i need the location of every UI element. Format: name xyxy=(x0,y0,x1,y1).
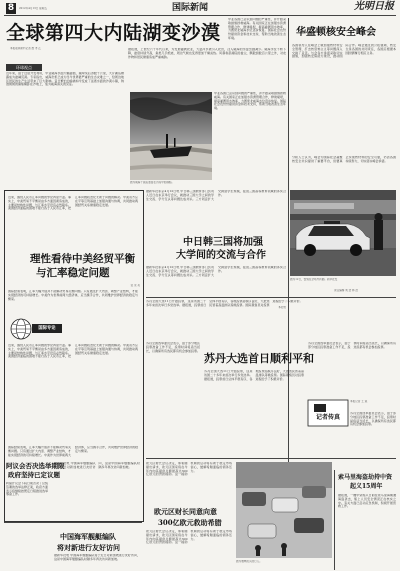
story2-headline: 华盛顿核安全峰会 xyxy=(296,27,376,38)
story8-body-top: 据新华社电 中国海军舰艇编队将于近日对新加坡进行友好访问，这是中国海军舰艇编队时隔多年再次访问新加坡。 xyxy=(54,462,140,469)
story4-column-label: 国际专论 xyxy=(32,324,62,333)
story2-photo-caption: 图为12日，警察在会场外执勤。新华社发 xyxy=(290,278,338,281)
story3-sign: 本社电 xyxy=(278,306,286,309)
story4-headline-l1: 理性看待中美经贸平衡 xyxy=(30,253,135,265)
date-line: 2012年4月13日 星期五 xyxy=(19,7,47,10)
story9-left-rule xyxy=(334,470,335,570)
story6-photo-caption: 图为雅典街头的行人。 xyxy=(236,560,262,563)
story2-photo xyxy=(290,190,396,276)
story1-headline: 全球第四大内陆湖变沙漠 xyxy=(6,22,221,44)
story4-headline-l2: 与汇率稳定问题 xyxy=(36,267,110,279)
story2-bottom-rule xyxy=(146,297,396,298)
story5-body-left: 苏丹全国选举委员会表示，由于部分地区投票准备工作不足，投票时间将适当延长，以确保所有选民都有机会参加投票。 xyxy=(146,342,200,353)
story5-tag-label: 记者传真 xyxy=(315,414,340,421)
story4-author: 张 永 亮 xyxy=(130,284,140,287)
story1-body-right: 中亚各国已意识到问题的严重性，并开始采取措施拯救咸海。有关国家正在加强水资源管理合作，修建堤坝，提高灌溉用水效率，力图使北咸海水位逐步恢复。国际社会也纷纷提供资金和技术支持，帮助当地改善生态环境。 xyxy=(214,92,286,111)
story4-body-top: 近来，围绕人民币汇率问题的争论再度升温。事实上，中美贸易不平衡是由多方面因素造成的，主要是结构性问题，与汇率水平没有必然联系。美国经济面临的困难不能归咎于人民币汇率，把汇率问题政治化无助于问题的解决。中美双方应在平等互利基础上加强沟通与协调，共同推动两国经贸关系健康稳定发展。 xyxy=(8,196,138,211)
story6-body: 欧元区财长会议决定，如希腊提出请求，欧元区国家将在今年内向其提供总额最高达300亿欧元的贷款援助。这一援助机制的启动将有助于稳定市场信心，缓解希腊面临的债务压力。 xyxy=(146,530,232,545)
story1-body-extra: 中亚各国已意识到问题的严重性，并开始采取措施拯救咸海。有关国家正在加强水资源管理合作，修建堤坝，提高灌溉用水效率，力图使北咸海水位逐步恢复。国际社会也纷纷提供资金和技术支持，帮助当地改善生态环境。 xyxy=(228,18,286,40)
story3-headline-l1: 中日韩三国将加强 xyxy=(183,237,263,248)
story1-photo xyxy=(130,92,212,180)
story1-badge: 环球视点 xyxy=(6,64,42,71)
story5-tag-badge xyxy=(306,398,350,428)
story2-body: 各国领导人在峰会上就加强核材料安全管理、打击核恐怖主义等问题深入交换了意见。与会各方承诺采取切实措施，加强核安保能力建设，推动国际合作。峰会通过的公报强调，核安全是各国的共同责任，各国应根据本国国情履行相应义务。 xyxy=(292,44,396,59)
section-title: 国际新闻 xyxy=(171,3,208,13)
story5-body-right-top: 苏丹全国选举委员会表示，由于部分地区投票准备工作不足，投票时间将适当延长，以确保所有选民都有机会参加投票。 xyxy=(308,342,396,349)
story2-body2: 分析人士认为，峰会为国际社会凝聚核安全共识提供了重要平台，但要真正实现核材料的安全可靠，仍需各国持续努力，切实落实峰会承诺。 xyxy=(292,156,396,163)
story5-body-right: 苏丹全国选举委员会表示，由于部分地区投票准备工作不足，投票时间将适当延长，以确保所有选民都有机会参加投票。 xyxy=(350,412,396,427)
story6-headline-l2: 300亿欧元救助希腊 xyxy=(158,518,222,527)
globe-icon xyxy=(10,318,32,340)
story9-headline-l1: 索马里海盗劫持中资 xyxy=(338,474,393,481)
bottom-band-rule xyxy=(146,458,396,459)
police-car-image xyxy=(290,190,396,276)
story7-body: 阿富汗议会下院日前否决了总统签署的选举法修正案，政府方面表示将继续按既定日程推进选举筹备工作。 xyxy=(6,482,48,497)
story7-headline-l1: 阿议会否决选举期限 xyxy=(6,462,65,470)
story5-tag-author: 本报记者 王 斌 xyxy=(350,400,368,403)
story4-body-mid: 国际经验表明，汇率大幅升值并不能解决贸易失衡问题。只有通过扩大内需、调整产业结构，才能实现经济的可持续增长。中美作为世界前两大经济体，应当携手合作，共同维护世界经济的稳定与繁荣。 xyxy=(8,290,138,301)
story5-headline: 苏丹大选首日顺利平和 xyxy=(204,352,314,365)
paper-logo: 光明日报 xyxy=(354,1,394,12)
story8-headline-l1: 中国海军舰艇编队 xyxy=(60,532,116,541)
story1-body-left: 近年来，由于过度开发利用，中亚咸海水面大幅萎缩，湖岸线后退数十公里，大片湖底裸露成为盐碱荒漠。专家指出，咸海危机已成为当今世界最严重的生态灾难之一，给周边地区居民的生产生活带来了巨大影响。昔日繁忙的渔港如今变成了远离水面的沙漠小镇，锈迹斑斑的渔船横卧在沙地上，成为咸海消失的见证。 xyxy=(6,72,124,87)
story1-photo-caption: 图为咸海干涸后遗留在沙漠中的渔船。 xyxy=(130,181,175,184)
story1-byline: 本报驻莫斯科记者 殷 孝 江 xyxy=(10,47,42,50)
story3-body-top: 据新华社东京4月12日电 中日韩三国教育部门负责人近日在东京举行会议，就推动三国大学之间的学生交流、学分互认等问题达成共识。三方同意扩大交换留学生规模，促进三国高等教育领域的务实合作。 xyxy=(146,190,286,201)
story6-headline-l1: 欧元区财长同意向意 xyxy=(154,507,217,516)
story7-headline-l2: 政府坚持已定议题 xyxy=(8,471,60,479)
story9-body: 据报道，一艘中资船只日前在索马里海域遭海盗袭击，船上人员安全情况正在核实之中。有关方面已启动应急机制，积极开展营救工作。 xyxy=(338,494,396,509)
story4-body-bottom: 近来，围绕人民币汇率问题的争论再度升温。事实上，中美贸易不平衡是由多方面因素造成的，主要是结构性问题，与汇率水平没有必然联系。美国经济面临的困难不能归咎于人民币汇率，把汇率问题政治化无助于问题的解决。中美双方应在平等互利基础上加强沟通与协调，共同推动两国经贸关系健康稳定发展。 xyxy=(8,344,138,359)
story4-column-badge xyxy=(10,318,60,340)
story3-headline-l2: 大学间的交流与合作 xyxy=(176,250,266,261)
story3-body: 据新华社东京4月12日电 中日韩三国教育部门负责人近日在东京举行会议，就推动三国大学之间的学生交流、学分互认等问题达成共识。三方同意扩大交换留学生规模，促进三国高等教育领域的务实合作。 xyxy=(146,266,286,277)
story5-body: 苏丹全国大选11日开始投票，这是该国二十多年来首次举行多党选举。据报道，投票首日总体平稳有序，各地投票站秩序良好，大批选民冒着高温排队等候投票。国际观察员对投票进程给予了积极评价。 xyxy=(204,370,304,381)
street-scene-image xyxy=(236,462,332,558)
story6-body-top: 欧元区财长会议决定，如希腊提出请求，欧元区国家将在今年内向其提供总额最高达300亿欧元的贷款援助。这一援助机制的启动将有助于稳定市场信心，缓解希腊面临的债务压力。 xyxy=(146,462,232,477)
story8-body: 据新华社电 中国海军舰艇编队将于近日对新加坡进行友好访问，这是中国海军舰艇编队时隔多年再次访问新加坡。 xyxy=(54,554,140,561)
editor-line: 责任编辑 刘 浩 林 洁 xyxy=(333,289,359,292)
story1-body-mid: 据报道，上世纪六十年代以来，为发展灌溉农业，大量河水被引入农田，注入咸海的水量急剧减少。咸海水位不断下降，盐度持续升高，鱼类几乎绝迹，周边气候也变得更加干燥炎热。风暴卷起湖底的盐尘，飘散到数百公里之外，对农作物和居民健康造成严重威胁。 xyxy=(128,48,286,59)
story4-body-end: 国际经验表明，汇率大幅升值并不能解决贸易失衡问题。只有通过扩大内需、调整产业结构，才能实现经济的可持续增长。中美作为世界前两大经济体，应当携手合作，共同维护世界经济的稳定与繁荣。 xyxy=(8,446,138,457)
story8-headline-l2: 将对新进行友好访问 xyxy=(57,543,120,552)
masthead-rule xyxy=(4,15,396,16)
fax-icon xyxy=(306,398,350,428)
stranded-ship-image xyxy=(130,92,212,180)
story6-photo xyxy=(236,462,332,558)
page-number: 8 xyxy=(7,3,15,13)
story9-headline-l2: 起义15周年 xyxy=(350,483,383,490)
story5-body-top: 苏丹全国大选11日开始投票，这是该国二十多年来首次举行多党选举。据报道，投票首日总体平稳有序，各地投票站秩序良好，大批选民冒着高温排队等候投票。国际观察员对投票进程给予了积极评价。 xyxy=(146,300,303,307)
